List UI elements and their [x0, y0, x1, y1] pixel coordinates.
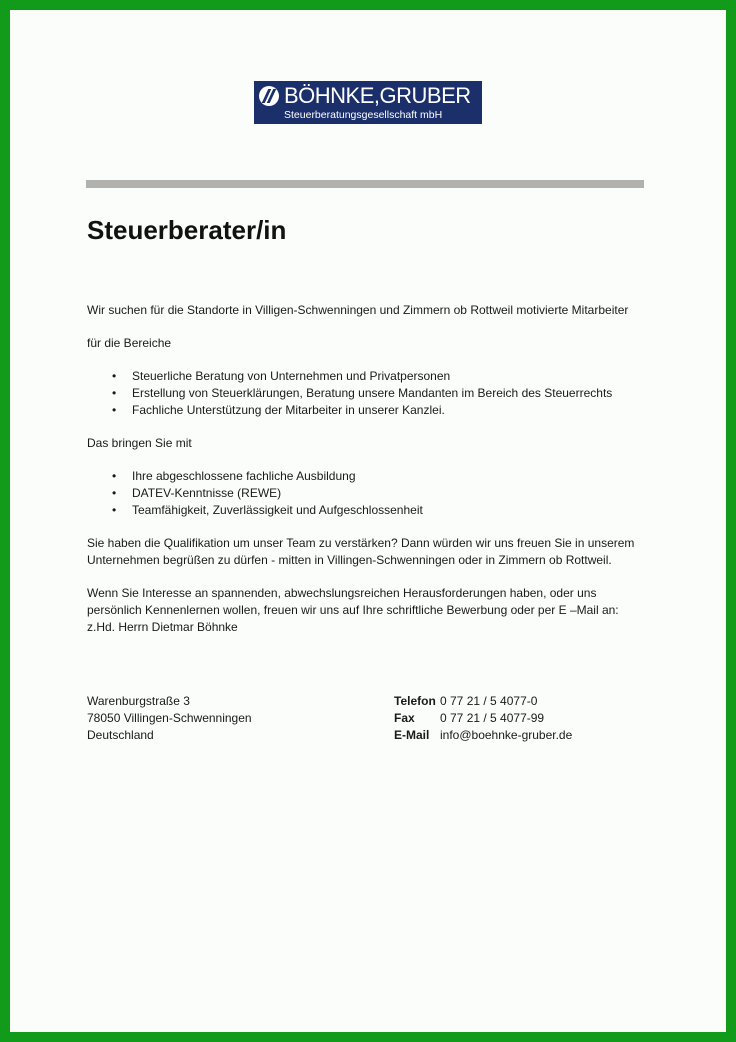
email-row — [394, 727, 572, 744]
address-city: 78050 Villingen-Schwenningen — [87, 711, 252, 725]
areas-heading: für die Bereiche — [87, 336, 172, 350]
email-value: info@boehnke-gruber.de — [440, 728, 573, 742]
requirements-heading: Das bringen Sie mit — [87, 436, 192, 450]
areas-list — [87, 368, 647, 419]
communication-block — [394, 693, 572, 744]
job-description — [87, 302, 647, 636]
list-item: • Teamfähigkeit, Zuverlässigkeit und Aufgeschlossenheit — [87, 502, 647, 519]
header-divider — [86, 180, 644, 188]
list-item: • Fachliche Unterstützung der Mitarbeiter in unserer Kanzlei. — [87, 402, 647, 419]
phone-value: 0 77 21 / 5 4077-0 — [440, 694, 538, 708]
intro-paragraph: Wir suchen für die Standorte in Villigen-Schwenningen und Zimmern ob Rottweil motivierte Mitarbeiter — [87, 303, 629, 317]
logo-mark-icon — [259, 86, 279, 106]
document-page — [10, 10, 726, 1032]
phone-row — [394, 693, 572, 710]
address-country: Deutschland — [87, 728, 154, 742]
address-street: Warenburgstraße 3 — [87, 694, 190, 708]
fax-label: Fax — [394, 711, 415, 725]
job-title: Steuerberater/in — [87, 215, 287, 245]
apply-paragraph: Wenn Sie Interesse an spannenden, abwechslungsreichen Herausforderungen haben, oder uns persönlich Kennenlernen wollen, freuen wir uns auf Ihre schriftliche Bewerbung oder per E –Mail an: — [87, 586, 619, 617]
logo-subtitle: Steuerberatungsgesellschaft mbH — [284, 109, 443, 121]
company-logo — [254, 81, 482, 124]
phone-label: Telefon — [394, 694, 436, 708]
fax-row — [394, 710, 572, 727]
list-item: • Steuerliche Beratung von Unternehmen und Privatpersonen — [87, 368, 647, 385]
requirements-list — [87, 468, 647, 519]
address-block — [87, 693, 252, 744]
list-item: • Erstellung von Steuerklärungen, Beratung unsere Mandanten im Bereich des Steuerrechts — [87, 385, 647, 402]
list-item: • DATEV-Kenntnisse (REWE) — [87, 485, 647, 502]
offer-paragraph: Sie haben die Qualifikation um unser Team zu verstärken? Dann würden wir uns freuen Sie in unserem Unternehmen begrüßen zu dürfen - mitten in Villingen-Schwenningen oder in Zimmern ob Rottweil. — [87, 536, 635, 567]
contact-person: z.Hd. Herrn Dietmar Böhnke — [87, 620, 238, 634]
logo-name: BÖHNKE,GRUBER — [284, 83, 471, 108]
email-label: E-Mail — [394, 728, 430, 742]
fax-value: 0 77 21 / 5 4077-99 — [440, 711, 545, 725]
list-item: • Ihre abgeschlossene fachliche Ausbildung — [87, 468, 647, 485]
